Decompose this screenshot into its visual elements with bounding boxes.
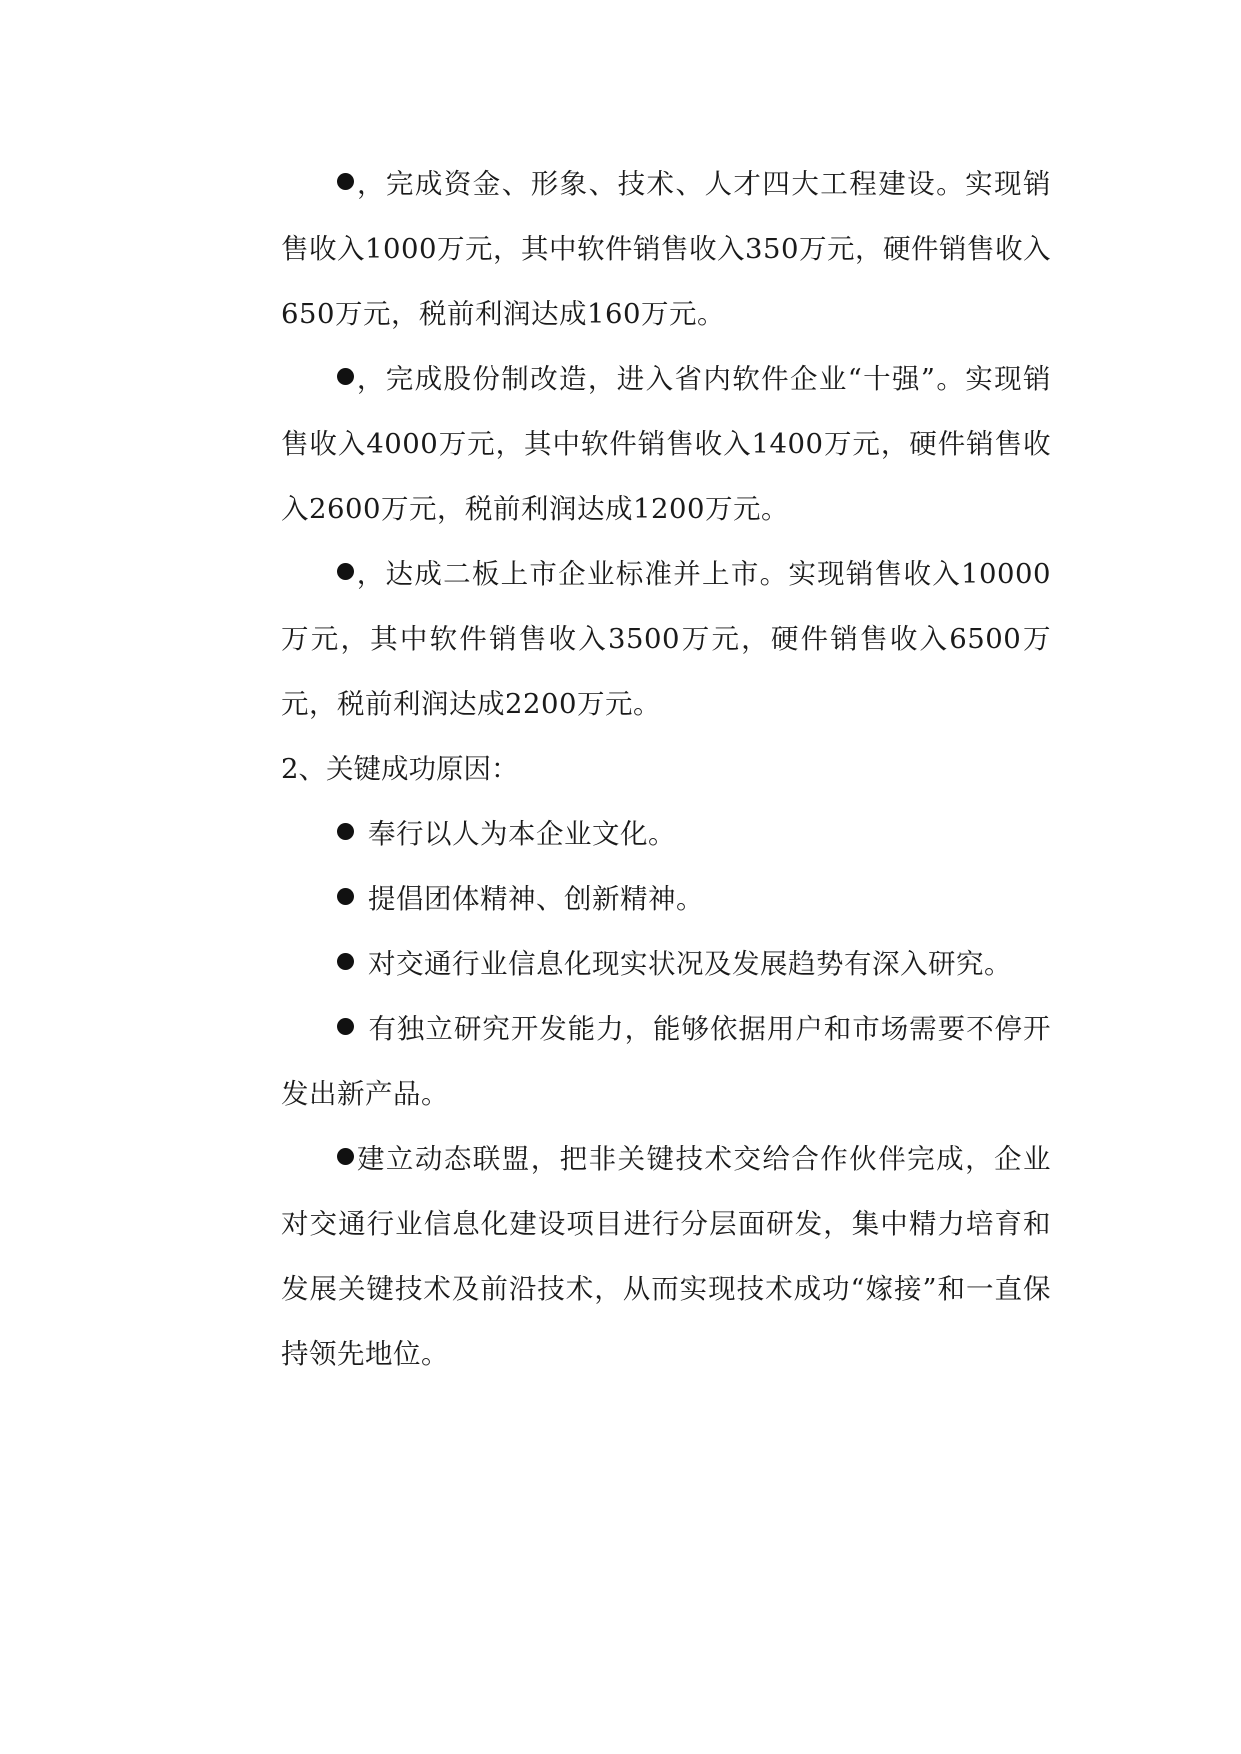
success-factor-5-text: 建立动态联盟，把非关键技术交给合作伙伴完成，企业对交通行业信息化建设项目进行分层面研发，集中精力培育和发展关键技术及前沿技术，从而实现技术成功“嫁接”和一直保持领先地位。 [281, 1143, 1051, 1370]
success-factor-2-text: 提倡团体精神、创新精神。 [368, 883, 704, 915]
success-factor-1 [281, 802, 1051, 867]
success-factor-5 [281, 1127, 1051, 1387]
success-factor-3-text: 对交通行业信息化现实状况及发展趋势有深入研究。 [368, 948, 1012, 980]
success-factor-2 [281, 867, 1051, 932]
document-body [281, 152, 1051, 1387]
bullet-icon [337, 823, 354, 840]
bullet-icon [337, 563, 354, 580]
goal-paragraph-3 [281, 542, 1051, 737]
bullet-icon [337, 888, 354, 905]
success-factor-4-text: 有独立研究开发能力，能够依据用户和市场需要不停开发出新产品。 [281, 1013, 1051, 1110]
goal-paragraph-2-text: ，完成股份制改造，进入省内软件企业“十强”。实现销售收入4000万元，其中软件销售收入1400万元，硬件销售收入2600万元，税前利润达成1200万元。 [281, 363, 1051, 525]
success-factor-1-text: 奉行以人为本企业文化。 [368, 818, 676, 850]
success-factor-4 [281, 997, 1051, 1127]
bullet-icon [337, 173, 354, 190]
bullet-icon [337, 953, 354, 970]
bullet-icon [337, 1018, 354, 1035]
success-factor-3 [281, 932, 1051, 997]
goal-paragraph-1 [281, 152, 1051, 347]
goal-paragraph-1-text: ，完成资金、形象、技术、人才四大工程建设。实现销售收入1000万元，其中软件销售收入350万元，硬件销售收入650万元，税前利润达成160万元。 [281, 168, 1051, 330]
section-heading: 2、关键成功原因： [281, 753, 519, 785]
goal-paragraph-3-text: ，达成二板上市企业标准并上市。实现销售收入10000万元，其中软件销售收入3500万元，硬件销售收入6500万元，税前利润达成2200万元。 [281, 558, 1052, 720]
bullet-icon [337, 368, 354, 385]
goal-paragraph-2 [281, 347, 1051, 542]
bullet-icon [337, 1148, 354, 1165]
